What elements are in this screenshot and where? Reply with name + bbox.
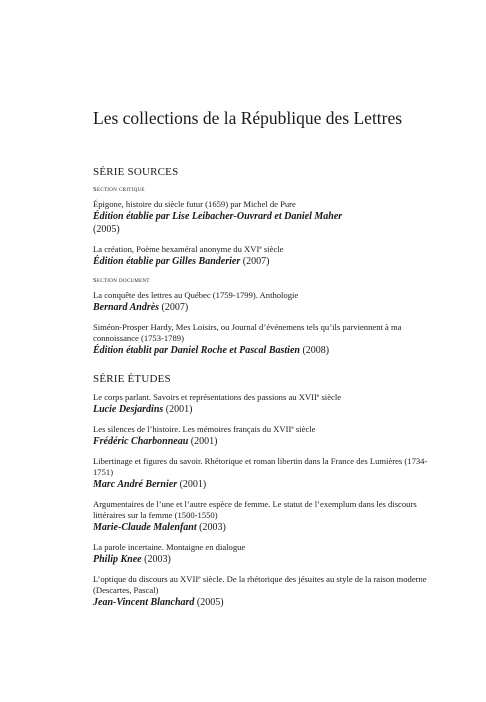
section-document-heading: Section document [93, 277, 150, 284]
entry-year: (2007) [242, 256, 270, 267]
entry-title-part: Les silences de l’histoire. Les mémoires français du XVII [93, 424, 292, 434]
entry-author: Édition établie par Gilles Banderier [93, 256, 241, 267]
series-sources-heading: SÉRIE SOURCES [93, 166, 179, 178]
entry-author: Philip Knee [93, 554, 142, 565]
entry-year: (2003) [144, 554, 171, 565]
list-item [93, 574, 433, 609]
entry-title-superscript: e [259, 245, 262, 251]
entry-author: Marie-Claude Malenfant [93, 522, 197, 533]
entry-title [93, 244, 433, 255]
entry-title-part: L’optique du discours au XVII [93, 574, 199, 584]
entry-year: (2008) [302, 345, 330, 356]
entry-title-part: siècle [261, 244, 284, 254]
list-item [93, 199, 433, 236]
entry-title [93, 392, 433, 403]
entry-year: (2007) [161, 302, 189, 313]
entry-title: La parole incertaine. Montaigne en dialogue [93, 542, 246, 552]
list-item [93, 542, 433, 566]
entry-year: (2001) [179, 479, 207, 490]
entry-title: Argumentaires de l’une et l’autre espèce de femme. Le statut de l’exemplum dans les discours littéraires sur la femme (1500-1550) [93, 499, 417, 520]
list-item [93, 499, 433, 534]
entry-title-superscript: e [316, 393, 320, 399]
entry-author-line [93, 255, 433, 268]
entry-year: (2005) [196, 597, 224, 608]
entry-title [93, 574, 433, 596]
list-item [93, 244, 433, 268]
entry-year: (2001) [190, 436, 218, 447]
entry-title: Épigone, histoire du siècle futur (1659) par Michel de Pure [93, 199, 296, 209]
entry-title: Siméon-Prosper Hardy, Mes Loisirs, ou Journal d’événemens tels qu’ils parviennent à ma connoissance (1753-1789) [93, 322, 402, 343]
series-etudes-heading: SÉRIE ÉTUDES [93, 373, 171, 385]
entry-author-line [93, 301, 433, 314]
list-item [93, 456, 433, 491]
list-item [93, 322, 433, 357]
entry-title-part: siècle [319, 392, 342, 402]
entry-title [93, 424, 433, 435]
entry-author: Bernard Andrès [93, 302, 160, 313]
entry-author: Lucie Desjardins [93, 404, 164, 415]
entry-author: Édition établie par Lise Leibacher-Ouvrard et Daniel Maher [93, 211, 343, 222]
entry-author-line [93, 478, 433, 491]
entry-title-part: siècle. De la rhétorique des jésuites au style de la raison moderne (Descartes, Pascal) [93, 574, 427, 595]
entry-title-part: La création, Poème hexaméral anonyme du XVI [93, 244, 260, 254]
section-critique-heading: Section critique [93, 186, 145, 193]
entry-author-line [93, 521, 433, 534]
entry-title-superscript: e [291, 425, 294, 431]
entry-title-part: Le corps parlant. Savoirs et représentations des passions au XVII [93, 392, 317, 402]
entry-title: La conquête des lettres au Québec (1759-1799). Anthologie [93, 290, 299, 300]
entry-author-line [93, 596, 433, 609]
entry-author-line [93, 210, 433, 236]
entry-author: Marc André Bernier [93, 479, 178, 490]
entry-author-line [93, 435, 433, 448]
list-item [93, 424, 433, 448]
entry-title-superscript: e [198, 575, 201, 581]
entry-title-part: siècle [293, 424, 316, 434]
entry-author: Jean-Vincent Blanchard [93, 597, 195, 608]
entry-author-line [93, 403, 433, 416]
entry-year: (2005) [93, 224, 120, 235]
entry-author-line [93, 553, 433, 566]
entry-title: Libertinage et figures du savoir. Rhétorique et roman libertin dans la France des Lumières (1734-1751) [93, 456, 428, 477]
entry-year: (2001) [165, 404, 193, 415]
entry-author-line [93, 344, 433, 357]
list-item [93, 290, 433, 314]
list-item [93, 392, 433, 416]
entry-author: Frédéric Charbonneau [93, 436, 189, 447]
document-page [93, 107, 433, 617]
entry-year: (2003) [199, 522, 226, 533]
page-title: Les collections de la République des Lettres [93, 108, 403, 128]
entry-author: Édition établit par Daniel Roche et Pascal Bastien [93, 345, 300, 356]
